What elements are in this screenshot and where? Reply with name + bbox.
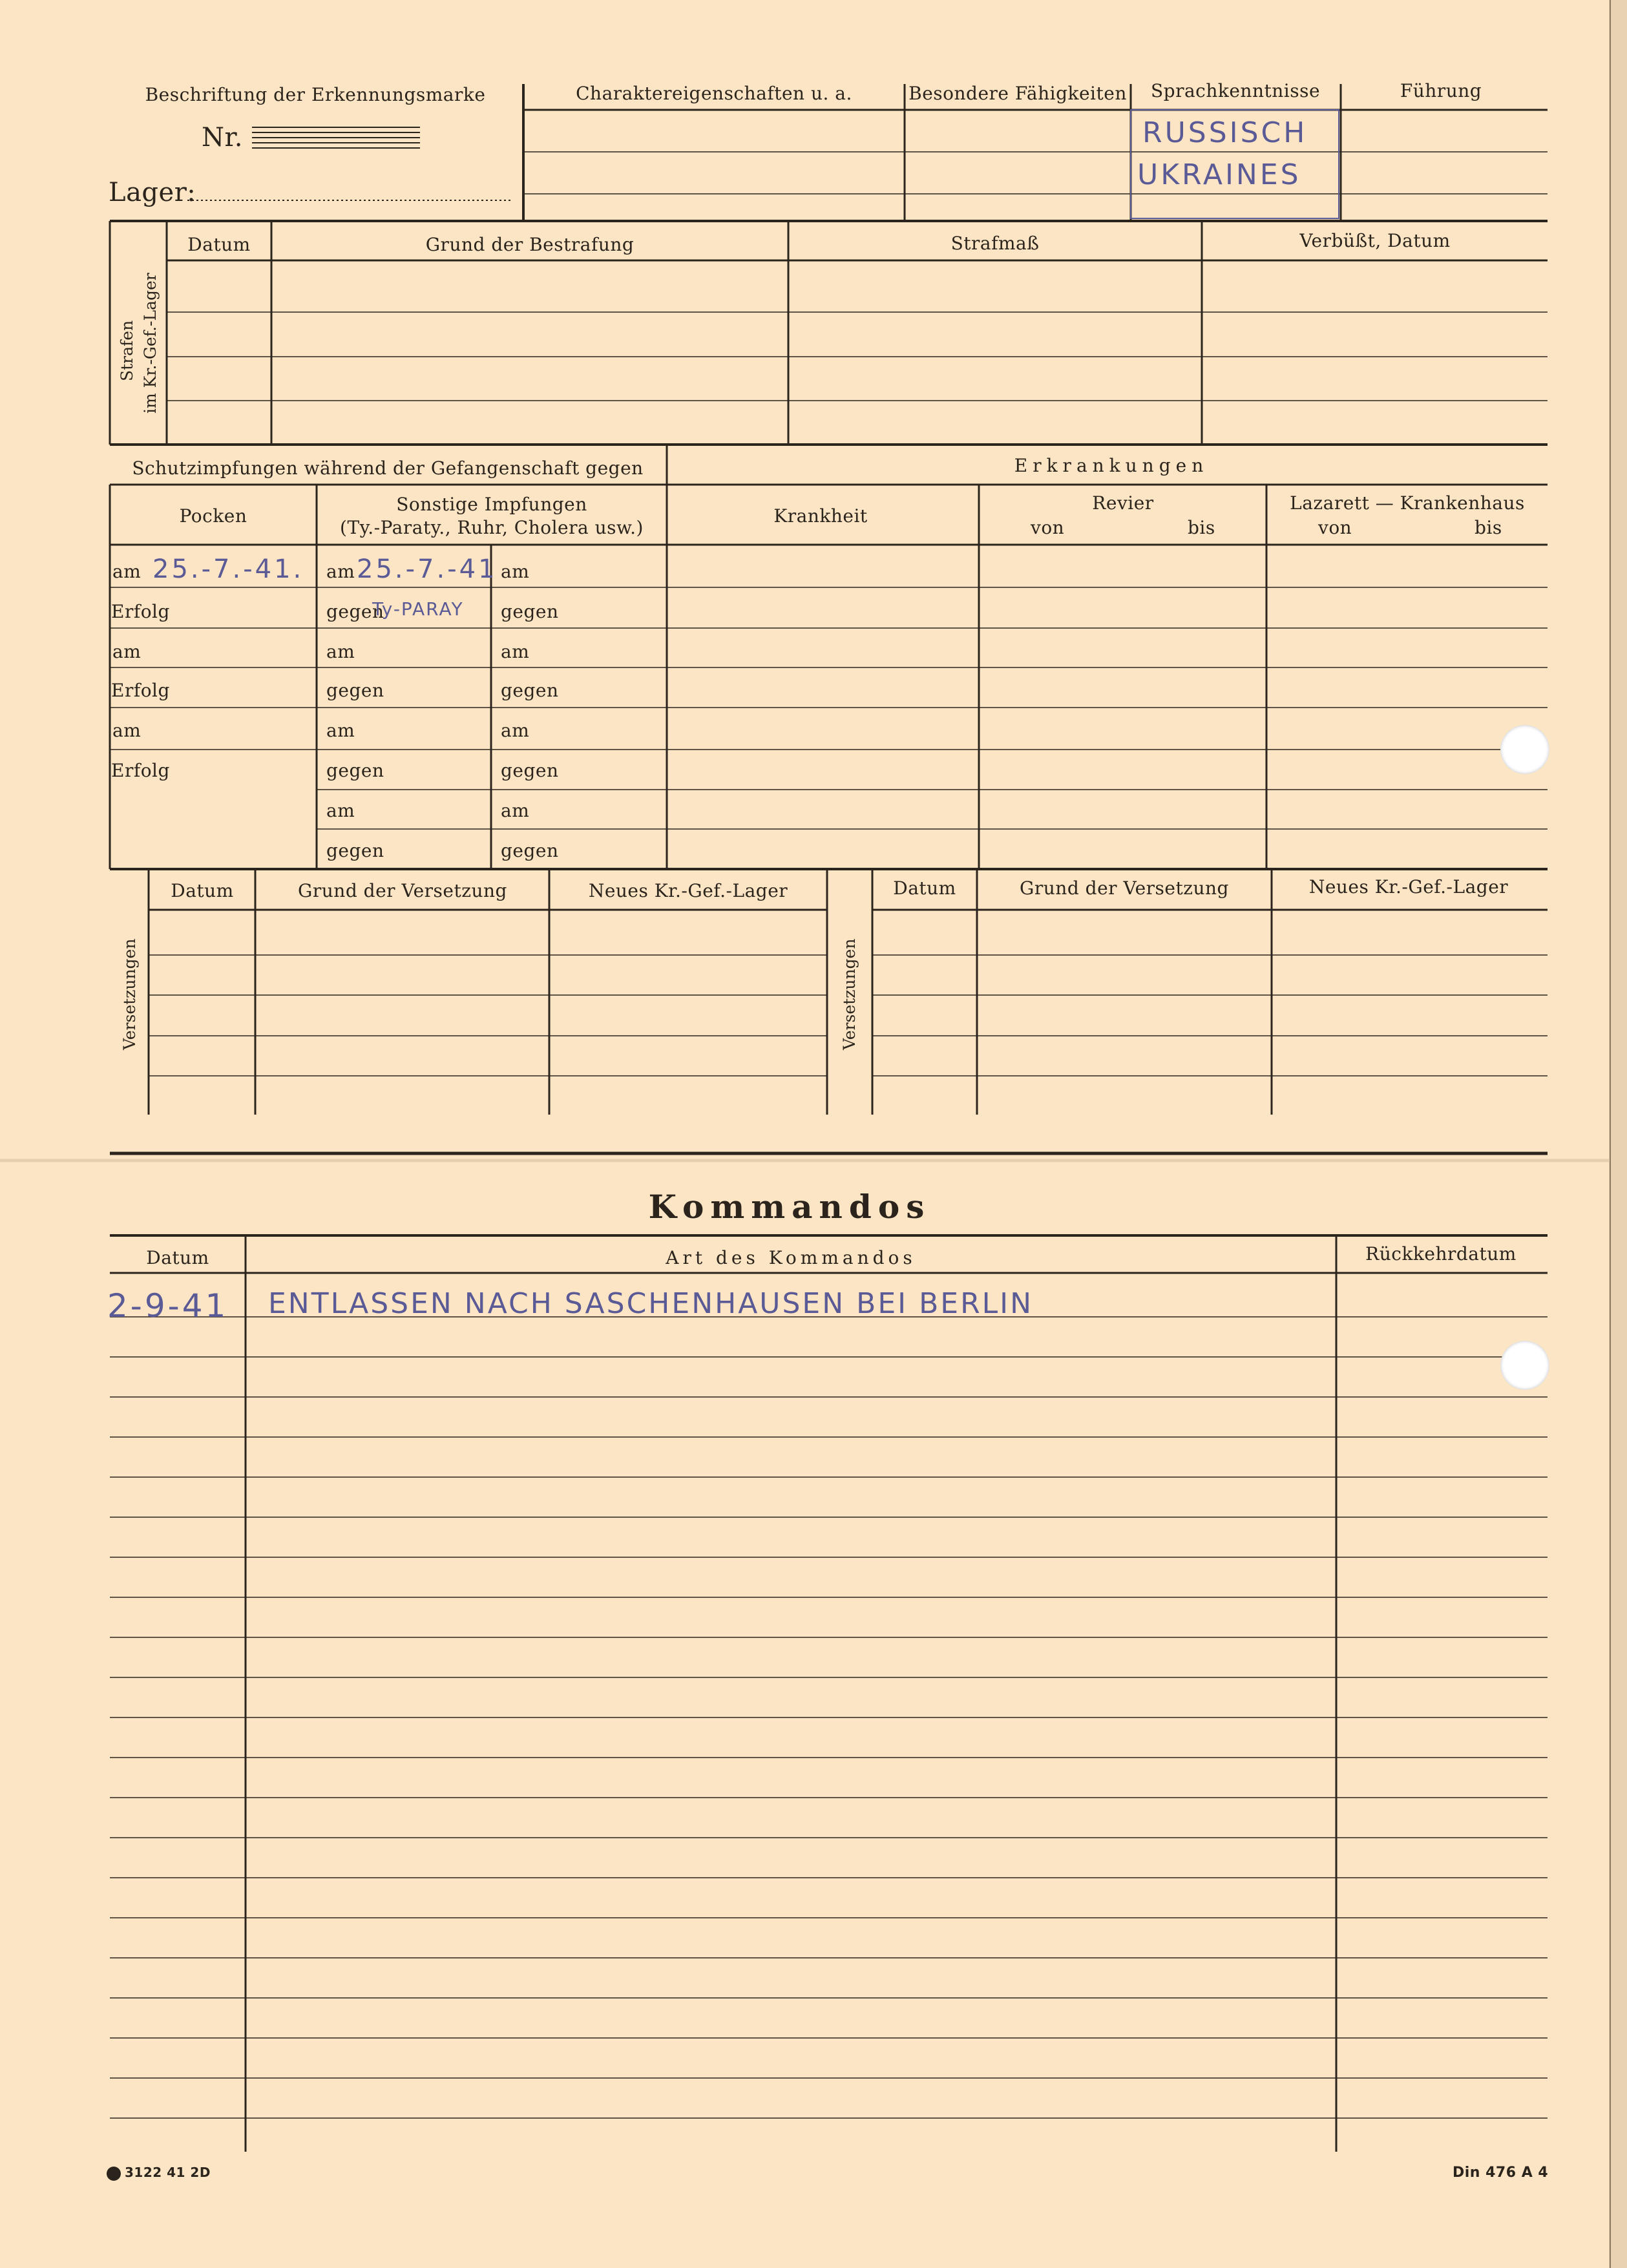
- erkrankungen-revier: Revier: [1092, 492, 1154, 514]
- revier-bis: bis: [1188, 517, 1215, 538]
- strafen-side-label: im Kr.-Gef.-Lager: [141, 273, 160, 414]
- print-code-text: 3122 41 2D: [125, 2165, 211, 2180]
- language-entry: UKRAINES: [1137, 158, 1301, 191]
- header-charakter: Charaktereigenschaften u. a.: [576, 83, 852, 104]
- sonstige2-am-label: am: [501, 641, 530, 662]
- kommandos-header-datum: Datum: [146, 1247, 209, 1268]
- sonstige-am-label: am: [326, 641, 355, 662]
- sonstige-gegen-label: gegen: [326, 760, 384, 781]
- erkrankungen-krankheit: Krankheit: [773, 505, 868, 527]
- sonstige2-am-label: am: [501, 800, 530, 821]
- kommandos-title: Kommandos: [648, 1188, 931, 1226]
- sonstige2-am-label: am: [501, 561, 530, 582]
- impfungen-sonstige-note: (Ty.-Paraty., Ruhr, Cholera usw.): [340, 517, 644, 538]
- strafen-side-label: Strafen: [118, 320, 136, 381]
- impfungen-pocken: Pocken: [179, 505, 247, 527]
- strafen-header-datum: Datum: [187, 234, 251, 255]
- impfungen-sonstige: Sonstige Impfungen: [396, 494, 587, 515]
- kommando-text: ENTLASSEN NACH SASCHENHAUSEN BEI BERLIN: [268, 1287, 1034, 1320]
- sonstige2-am-label: am: [501, 720, 530, 741]
- pocken-am-label: am: [112, 641, 142, 662]
- lager-label: Lager:: [109, 178, 196, 207]
- sonstige-gegen-entry: Ty-PARAY: [372, 598, 464, 620]
- sonstige-am-label: am: [326, 720, 355, 741]
- versetzungen-header-lager: Neues Kr.-Gef.-Lager: [588, 880, 788, 901]
- lazarett-von: von: [1318, 517, 1352, 538]
- kommandos-header-art: Art des Kommandos: [666, 1247, 916, 1268]
- erkrankungen-title: Erkrankungen: [1014, 455, 1209, 476]
- sonstige-am-label: am: [326, 561, 355, 582]
- versetzungen-header-grund: Grund der Versetzung: [298, 880, 507, 901]
- language-entry: RUSSISCH: [1142, 116, 1308, 149]
- punch-hole: [1500, 725, 1549, 774]
- sonstige-gegen-label: gegen: [326, 601, 384, 622]
- pocken-am-label: am: [112, 720, 142, 741]
- header-faehigkeiten: Besondere Fähigkeiten: [908, 83, 1127, 104]
- punch-hole: [1500, 1341, 1549, 1390]
- print-code: [107, 2165, 211, 2181]
- sonstige2-gegen-label: gegen: [501, 840, 559, 861]
- strafen-header-verbuesst: Verbüßt, Datum: [1299, 230, 1451, 251]
- sonstige-am-label: am: [326, 800, 355, 821]
- sonstige2-gegen-label: gegen: [501, 680, 559, 701]
- pocken-date: 25.-7.-41.: [152, 554, 304, 584]
- sonstige-gegen-label: gegen: [326, 680, 384, 701]
- printer-mark-icon: [107, 2167, 121, 2181]
- pocken-erfolg-label: Erfolg: [111, 680, 170, 701]
- pocken-erfolg-label: Erfolg: [111, 601, 170, 622]
- versetzungen-side-label: Versetzungen: [840, 938, 859, 1050]
- pocken-am-label: am: [112, 561, 142, 582]
- strafen-header-strafmass: Strafmaß: [950, 233, 1040, 254]
- versetzungen-side-label: Versetzungen: [120, 938, 139, 1050]
- impfungen-title: Schutzimpfungen während der Gefangenschaft gegen: [132, 457, 644, 479]
- erkrankungen-lazarett: Lazarett — Krankenhaus: [1290, 492, 1525, 514]
- sonstige-gegen-label: gegen: [326, 840, 384, 861]
- strafen-header-grund: Grund der Bestrafung: [425, 234, 635, 255]
- pocken-erfolg-label: Erfolg: [111, 760, 170, 781]
- nr-label: Nr.: [202, 123, 243, 152]
- header-fuehrung: Führung: [1400, 80, 1482, 101]
- revier-von: von: [1031, 517, 1065, 538]
- sonstige2-gegen-label: gegen: [501, 760, 559, 781]
- kommando-date: 2-9-41: [107, 1287, 229, 1325]
- versetzungen-header-lager: Neues Kr.-Gef.-Lager: [1308, 876, 1509, 898]
- versetzungen-header-datum: Datum: [893, 877, 956, 899]
- tag-heading: Beschriftung der Erkennungsmarke: [145, 84, 486, 105]
- kommandos-header-rueckkehr: Rückkehrdatum: [1365, 1243, 1517, 1265]
- header-sprachen: Sprachkenntnisse: [1150, 80, 1321, 101]
- sonstige2-gegen-label: gegen: [501, 601, 559, 622]
- sonstige-date: 25.-7.-41: [357, 554, 498, 584]
- din-format: Din 476 A 4: [1453, 2165, 1549, 2181]
- versetzungen-header-grund: Grund der Versetzung: [1020, 877, 1229, 899]
- versetzungen-header-datum: Datum: [171, 880, 234, 901]
- lazarett-bis: bis: [1475, 517, 1502, 538]
